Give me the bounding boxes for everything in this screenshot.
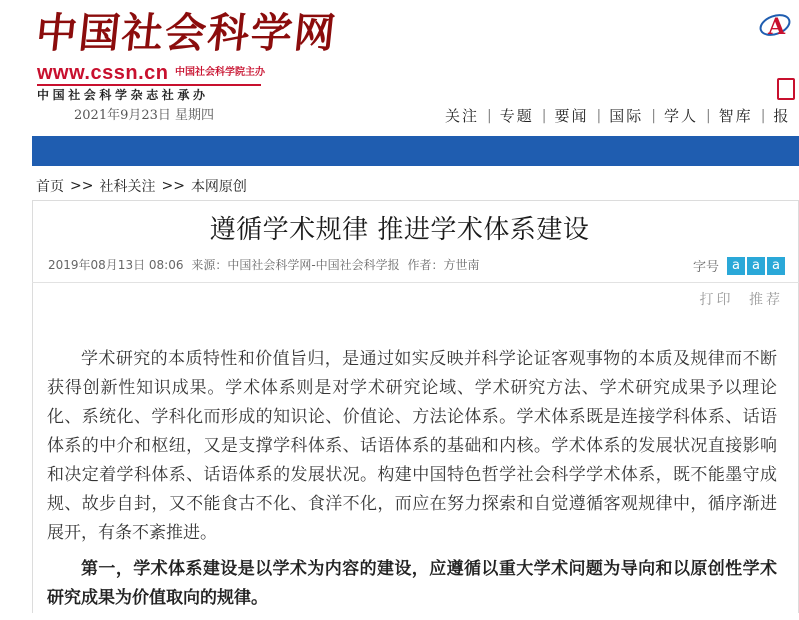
site-url[interactable]: www.cssn.cn bbox=[37, 62, 169, 84]
header-date: 2021年9月23日 星期四 bbox=[74, 108, 215, 123]
nav-color-bar bbox=[32, 136, 799, 166]
article-source: 来源：中国社会科学网-中国社会科学报 bbox=[191, 258, 400, 272]
nav-separator: | bbox=[760, 108, 766, 124]
nav-separator: | bbox=[541, 108, 547, 124]
site-host: 中国社会科学院主办 bbox=[175, 67, 265, 78]
nav-separator: | bbox=[651, 108, 656, 124]
article-meta bbox=[48, 256, 484, 274]
article-tools bbox=[692, 289, 783, 309]
main-nav bbox=[445, 105, 790, 127]
recommend-link[interactable]: 推荐 bbox=[749, 292, 783, 308]
article-paragraph: 学术研究的本质特性和价值旨归，是通过如实反映并科学论证客观事物的本质及规律而不断获得创新性知识成果。学术体系则是对学术研究论域、学术研究方法、学术研究成果予以理论化、系统化、学科化而形成的知识论、价值论、方法论体系。学术体系既是连接学科体系、话语体系的中介和枢纽，又是支撑学科体系、话语体系的基础和内核。学术体系的发展状况直接影响和决定着学科体系、话语体系的发展状况。构建中国特色哲学社会科学学术体系，既不能墨守成规、故步自封，又不能食古不化、食洋不化，而应在努力探索和自觉遵循客观规律中，循序渐进展开，有条不紊推进。 bbox=[47, 349, 777, 543]
breadcrumb-home[interactable]: 首页 bbox=[36, 179, 64, 195]
brand-badge-icon bbox=[759, 10, 791, 40]
site-publisher: 中国社会科学杂志社承办 bbox=[37, 88, 209, 102]
nav-separator: | bbox=[487, 108, 492, 124]
nav-separator: | bbox=[705, 108, 711, 124]
nav-item-zhuanti[interactable]: 专题 bbox=[499, 107, 534, 125]
nav-item-zhiku[interactable]: 智库 bbox=[718, 107, 753, 125]
breadcrumb-separator: >> bbox=[161, 178, 185, 194]
breadcrumb bbox=[36, 175, 247, 197]
article-datetime: 2019年08月13日 08:06 bbox=[48, 258, 184, 272]
print-link[interactable]: 打印 bbox=[699, 292, 734, 308]
site-logo[interactable]: 中国社会科学网 bbox=[33, 9, 340, 57]
article-paragraph: 第一，学术体系建设是以学术为内容的建设，应遵循以重大学术问题为导向和以原创性学术研究成果为价值取向的规律。 bbox=[47, 559, 777, 608]
nav-item-guanzhu[interactable]: 关注 bbox=[445, 107, 480, 125]
font-size-large-button[interactable]: a bbox=[767, 257, 785, 275]
nav-item-guoji[interactable]: 国际 bbox=[609, 107, 644, 125]
bookmark-icon[interactable] bbox=[777, 78, 795, 100]
nav-item-bao[interactable]: 报 bbox=[773, 107, 791, 125]
nav-item-xueren[interactable]: 学人 bbox=[663, 107, 698, 125]
font-size-medium-button[interactable]: a bbox=[747, 257, 765, 275]
breadcrumb-section[interactable]: 社科关注 bbox=[99, 179, 156, 195]
site-header bbox=[0, 0, 799, 136]
breadcrumb-current[interactable]: 本网原创 bbox=[190, 179, 247, 195]
font-size-small-button[interactable]: a bbox=[727, 257, 745, 275]
font-size-label: 字号 bbox=[692, 260, 719, 275]
nav-separator: | bbox=[596, 108, 602, 124]
nav-item-yaowen[interactable]: 要闻 bbox=[554, 107, 589, 125]
brand-badge-letter: A bbox=[768, 14, 786, 40]
logo-divider bbox=[37, 84, 261, 86]
article-title: 遵循学术规律 推进学术体系建设 bbox=[209, 215, 590, 245]
font-size-control bbox=[693, 256, 785, 275]
article-body bbox=[47, 345, 777, 620]
article-author: 作者：方世南 bbox=[407, 258, 480, 272]
meta-divider bbox=[32, 282, 799, 283]
breadcrumb-separator: >> bbox=[70, 178, 94, 194]
